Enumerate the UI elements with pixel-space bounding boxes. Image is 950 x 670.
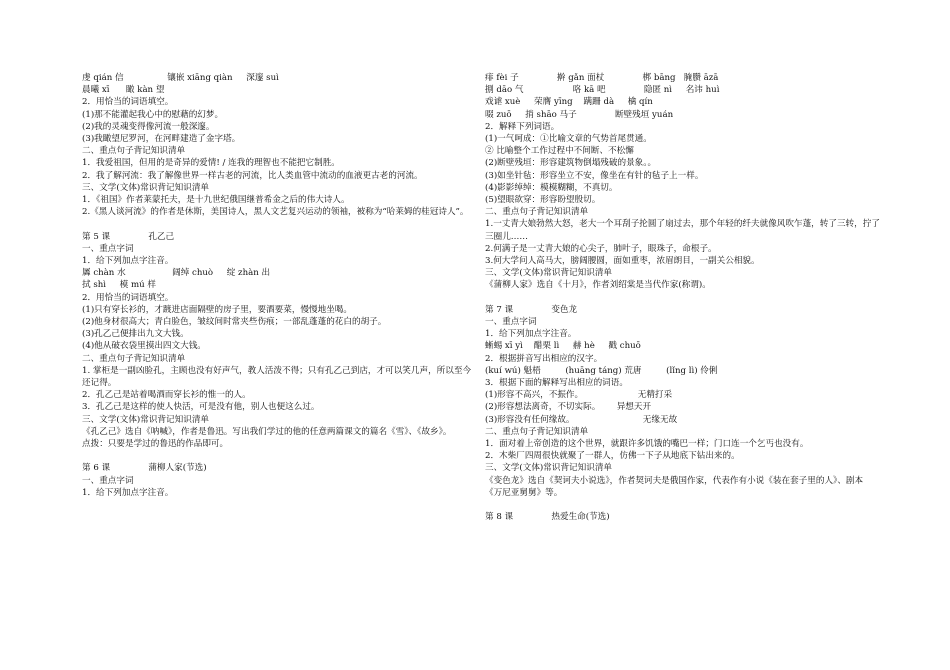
right-text-line: (5)望眼欲穿：形容盼望殷切。 <box>485 195 601 206</box>
right-text-line: 《蒲柳人家》选自《十月》，作者刘绍棠是当代作家(称谓)。 <box>485 280 711 291</box>
right-text-line: 1．给下列加点字注音。 <box>485 329 577 340</box>
left-text-line: 2．用恰当的词语填空。 <box>82 97 174 108</box>
left-text-line: 2．我了解河流：我了解像世界一样古老的河流，比人类血管中流动的血液更古老的河流。 <box>82 170 423 181</box>
left-text-line: 2．用恰当的词语填空。 <box>82 292 174 303</box>
left-text-line: (2)他身材很高大；青白脸色，皱纹间时常夹些伤痕；一部乱蓬蓬的花白的胡子。 <box>82 317 387 328</box>
left-text-line: 第 5 课 孔乙己 <box>82 231 175 242</box>
left-text-line: (3)孔乙己便排出九文大钱。 <box>82 329 189 340</box>
left-spacer <box>82 450 472 462</box>
right-spacer <box>485 292 880 304</box>
right-text-line: (1)一气呵成：①比喻文章的气势首尾贯通。 <box>485 134 652 145</box>
right-text-line: 《变色龙》选自《契诃夫小说选》，作者契诃夫是俄国作家，代表作有小说《装在套子里的人》、剧本《万尼亚舅舅》等。 <box>485 475 864 498</box>
right-text-line: 2．根据拼音写出相应的汉字。 <box>485 353 603 364</box>
left-text-line: 2.《黑人谈河流》的作者是休斯，美国诗人，黑人文艺复兴运动的领袖，被称为“哈莱姆的桂冠诗人”。 <box>82 207 469 218</box>
right-text-line: (3)如坐针毡：形容坐立不安，像坐在有针的毡子上一样。 <box>485 170 704 181</box>
left-text-line: 二、重点句子背记知识清单 <box>82 146 186 157</box>
left-text-line: 点拨：只要是学过的鲁迅的作品即可。 <box>82 439 229 450</box>
right-text-line: 3．根据下面的解释写出相应的词语。 <box>485 378 628 389</box>
right-text-line: (2)断壁残垣：形容建筑物倒塌残破的景象。。 <box>485 158 657 169</box>
left-spacer <box>82 218 472 230</box>
right-text-line: (3)形容没有任何缘故。 无缘无故 <box>485 414 678 425</box>
right-text-line: (4)影影绰绰：模模糊糊，不真切。 <box>485 182 618 193</box>
right-column <box>485 72 880 523</box>
left-text-line: 三、文学(文体)常识背记知识清单 <box>82 182 210 193</box>
left-text-line: 1．《祖国》作者莱蒙托夫，是十九世纪俄国继普希金之后的伟大诗人。 <box>82 195 350 206</box>
left-text-line: 1．给下列加点字注音。 <box>82 256 174 267</box>
left-text-line: 1．我爱祖国，但用的是奇异的爱情! / 连我的理智也不能把它制胜。 <box>82 158 340 169</box>
right-text-line: 三、文学(文体)常识背记知识清单 <box>485 463 613 474</box>
right-text-line: 啜 zuō 捎 shāo 马子 断壁残垣 yuán <box>485 109 674 120</box>
left-text-line: (3)我瞰望尼罗河，在河畔建造了金字塔。 <box>82 134 241 145</box>
right-text-line: ② 比喻整个工作过程中不间断、不松懈 <box>485 146 634 157</box>
left-text-line: 虔 qián 信 镶嵌 xiāng qiàn 深邃 suì <box>82 73 279 83</box>
left-text-line: 一、重点字词 <box>82 243 134 254</box>
left-text-line: 3．孔乙己是这样的使人快活，可是没有他，别人也便这么过。 <box>82 402 320 413</box>
left-text-line: 2．孔乙己是站着喝酒而穿长衫的惟一的人。 <box>82 390 251 401</box>
right-text-line: 二、重点句子背记知识清单 <box>485 426 589 437</box>
right-text-line: (kuí wú) 魁梧 (huāng táng) 荒唐 (lǐng lì) 伶俐 <box>485 365 718 376</box>
left-text-line: 1. 掌柜是一副凶脸孔，主顾也没有好声气，教人活泼不得；只有孔乙己到店，才可以笑几声，所以至今还记得。 <box>82 365 472 389</box>
left-text-line: 一、重点字词 <box>82 475 134 486</box>
right-text-line: 第 7 课 变色龙 <box>485 304 578 315</box>
right-text-line: 1.一丈青大娘勃然大怒，老大一个耳刮子抡圆了扇过去，那个年轻的纤夫就像风吹乍蓬，转了三转，拧了三圈儿…… <box>485 219 880 242</box>
left-text-line: 《孔乙己》选自《呐喊》，作者是鲁迅。写出我们学过的他的任意两篇课文的篇名《雪》、《故乡》。 <box>82 426 452 437</box>
right-text-line: 戏谑 xuè 荣膺 yīng 蹒跚 dà 檎 qín <box>485 97 653 108</box>
left-text-line: (4)他从破衣袋里摸出四文大钱。 <box>82 341 206 352</box>
left-text-line: 1．给下列加点字注音。 <box>82 487 174 498</box>
left-text-line: (1)只有穿长衫的，才踱进店面隔壁的房子里，要酒要菜，慢慢地坐喝。 <box>82 304 352 315</box>
left-text-line: 拭 shì 模 mú 样 <box>82 280 157 291</box>
right-text-line: 1．面对着上帝创造的这个世界，就跟许多饥饿的嘴巴一样；门口连一个乞丐也没有。 <box>485 439 809 450</box>
right-text-line: 痱 fèi 子 擀 gǎn 面杖 梆 bāng 腌臜 āzā <box>485 73 719 83</box>
left-text-line: 第 6 课 蒲柳人家(节选) <box>82 463 207 474</box>
left-column <box>82 72 472 499</box>
right-spacer <box>485 499 880 511</box>
right-text-line: 2．解释下列词语。 <box>485 121 560 132</box>
right-text-line: 二、重点句子背记知识清单 <box>485 207 589 218</box>
left-text-line: 晨曦 xī 瞰 kàn 望 <box>82 85 165 96</box>
left-text-line: (1)那不能灌起我心中的慰藉的幻梦。 <box>82 109 224 120</box>
right-text-line: 3.何大学问人高马大，膀阔腰圆，面如重枣，浓眉朗目，一副关公相貌。 <box>485 256 760 267</box>
left-text-line: 羼 chàn 水 阔绰 chuò 绽 zhàn 出 <box>82 268 271 279</box>
right-text-line: 捌 dāo 气 咯 kā 吧 隐匿 nì 名讳 huì <box>485 85 720 96</box>
right-text-line: (1)形容不高兴，不振作。 无精打采 <box>485 390 673 401</box>
right-text-line: 2.何满子是一丈青大娘的心尖子，肺叶子，眼珠子，命根子。 <box>485 243 717 254</box>
right-text-line: 蜥蜴 xī yì 醋栗 lì 赫 hè 戳 chuō <box>485 341 641 352</box>
right-text-line: 三、文学(文体)常识背记知识清单 <box>485 268 613 279</box>
right-text-line: 一、重点字词 <box>485 317 537 328</box>
right-text-line: 第 8 课 热爱生命(节选) <box>485 512 610 523</box>
left-text-line: (2)我的灵魂变得像河流一般深邃。 <box>82 121 215 132</box>
right-text-line: 2．木柴厂四周很快就聚了一群人，仿佛一下子从地底下钻出来的。 <box>485 451 740 462</box>
left-text-line: 二、重点句子背记知识清单 <box>82 353 186 364</box>
left-text-line: 三、文学(文体)常识背记知识清单 <box>82 414 210 425</box>
right-text-line: (2)形容想法离奇，不切实际。 异想天开 <box>485 402 652 413</box>
